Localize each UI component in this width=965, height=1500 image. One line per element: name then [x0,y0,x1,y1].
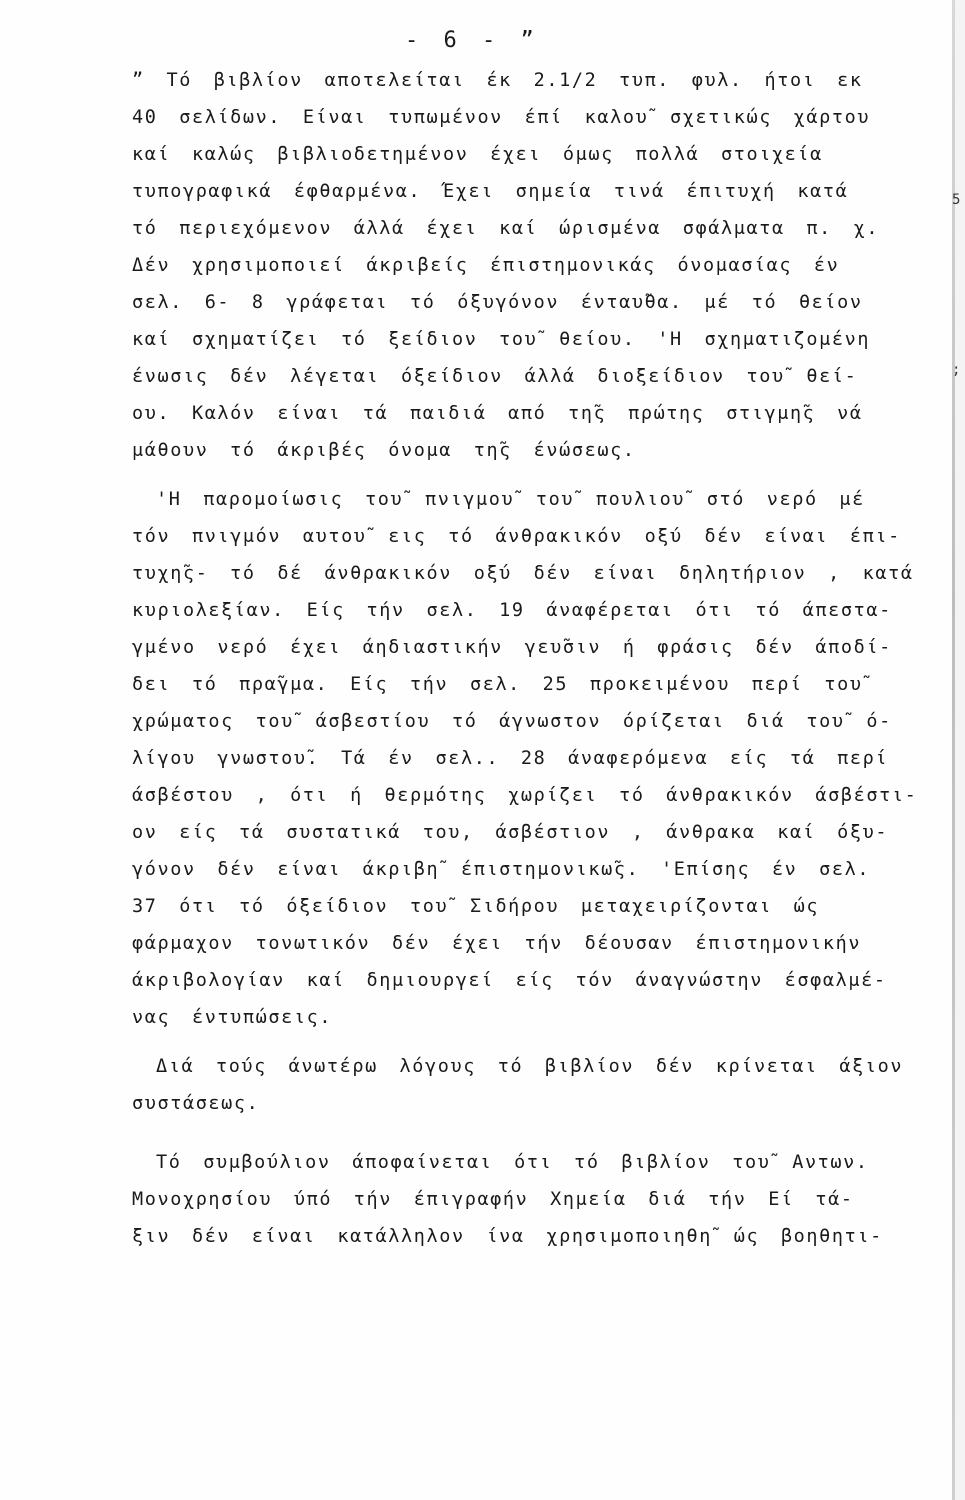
paragraph-1 [132,62,922,469]
paragraph-gap [132,1122,922,1144]
margin-mark: ; [952,362,961,378]
text-line: ον είς τά συστατικά του, άσβέστιον , άνθρακα καί όξυ- [132,822,889,843]
text-line: δει τό πρα̃γμα. Είς τήν σελ. 25 προκειμένου περί του̃ [132,674,863,695]
text-line: ένωσις δέν λέγεται όξείδιον άλλά διοξείδιον του̃ θεί- [132,366,858,387]
text-line: 40 σελίδων. Είναι τυπωμένον έπί καλου̃ σχετικώς χάρτου [132,107,871,128]
text-line: Διά τούς άνωτέρω λόγους τό βιβλίον δέν κρίνεται άξιον [156,1056,904,1077]
margin-mark: 5 [952,192,961,208]
page-edge-shadow [955,0,965,1500]
text-line: γόνον δέν είναι άκριβη̃ έπιστημονικω̃ς. 'Επίσης έν σελ. [132,859,871,880]
text-line: φάρμαχον τονωτικόν δέν έχει τήν δέουσαν έπιστημονικήν [132,933,862,954]
text-line: άσβέστου , ότι ή θερμότης χωρίζει τό άνθρακικόν άσβέστι- [132,785,918,806]
text-line: τυχη̃ς- τό δέ άνθρακικόν οξύ δέν είναι δηλητήριον , κατά [132,563,914,584]
text-line: λίγου γνωστου̃. Τά έν σελ.. 28 άναφερόμενα είς τά περί [132,748,889,769]
text-line: τόν πνιγμόν αυτου̃ εις τό άνθρακικόν οξύ δέν είναι έπι- [132,526,901,547]
page-number: - 6 - ” [405,28,540,53]
text-line: ου. Καλόν είναι τά παιδιά από τη̃ς πρώτης στιγμη̃ς νά [132,403,863,424]
paragraph-3 [132,1048,922,1122]
page-edge-line [952,0,955,1500]
paragraph-4 [132,1144,922,1255]
text-line: Τό συμβούλιον άποφαίνεται ότι τό βιβλίον του̃ Αντων. [156,1152,869,1173]
text-line: 'Η παρομοίωσις του̃ πνιγμου̃ του̃ πουλιου̃ στό νερό μέ [156,489,865,510]
text-line: ” Τό βιβλίον αποτελείται έκ 2.1/2 τυπ. φυλ. ήτοι εκ [132,70,863,91]
text-line: Μονοχρησίου ύπό τήν έπιγραφήν Χημεία διά τήν Εί τά- [132,1189,854,1210]
document-body [132,62,922,1255]
text-line: νας έντυπώσεις. [132,1007,333,1028]
text-line: καί σχηματίζει τό ξείδιον του̃ θείου. 'Η σχηματιζομένη [132,329,871,350]
text-line: κυριολεξίαν. Είς τήν σελ. 19 άναφέρεται ότι τό άπεστα- [132,600,892,621]
paragraph-2 [132,481,922,1036]
text-line: καί καλώς βιβλιοδετημένον έχει όμως πολλά στοιχεία [132,144,823,165]
text-line: άκριβολογίαν καί δημιουργεί είς τόν άναγνώστην έσφαλμέ- [132,970,887,991]
text-line: μάθουν τό άκριβές όνομα τη̃ς ένώσεως. [132,440,636,461]
text-line: σελ. 6- 8 γράφεται τό όξυγόνον ένταυ̃θα. μέ τό θείον [132,292,863,313]
text-line: Δέν χρησιμοποιεί άκριβείς έπιστημονικάς όνομασίας έν [132,255,840,276]
text-line: τυπογραφικά έφθαρμένα. Έχει σημεία τινά έπιτυχή κατά [132,181,849,202]
text-line: τό περιεχόμενον άλλά έχει καί ώρισμένα σφάλματα π. χ. [132,218,880,239]
paragraph-gap [132,1036,922,1048]
text-line: συστάσεως. [132,1093,260,1114]
text-line: 37 ότι τό όξείδιον του̃ Σιδήρου μεταχειρίζονται ώς [132,896,820,917]
text-line: χρώματος του̃ άσβεστίου τό άγνωστον όρίζεται διά του̃ ό- [132,711,892,732]
text-line: γμένο νερό έχει άηδιαστικήν γευ̃σιν ή φράσις δέν άποδί- [132,637,892,658]
text-line: ξιν δέν είναι κατάλληλον ίνα χρησιμοποιηθη̃ ώς βοηθητι- [132,1226,883,1247]
paragraph-gap [132,469,922,481]
